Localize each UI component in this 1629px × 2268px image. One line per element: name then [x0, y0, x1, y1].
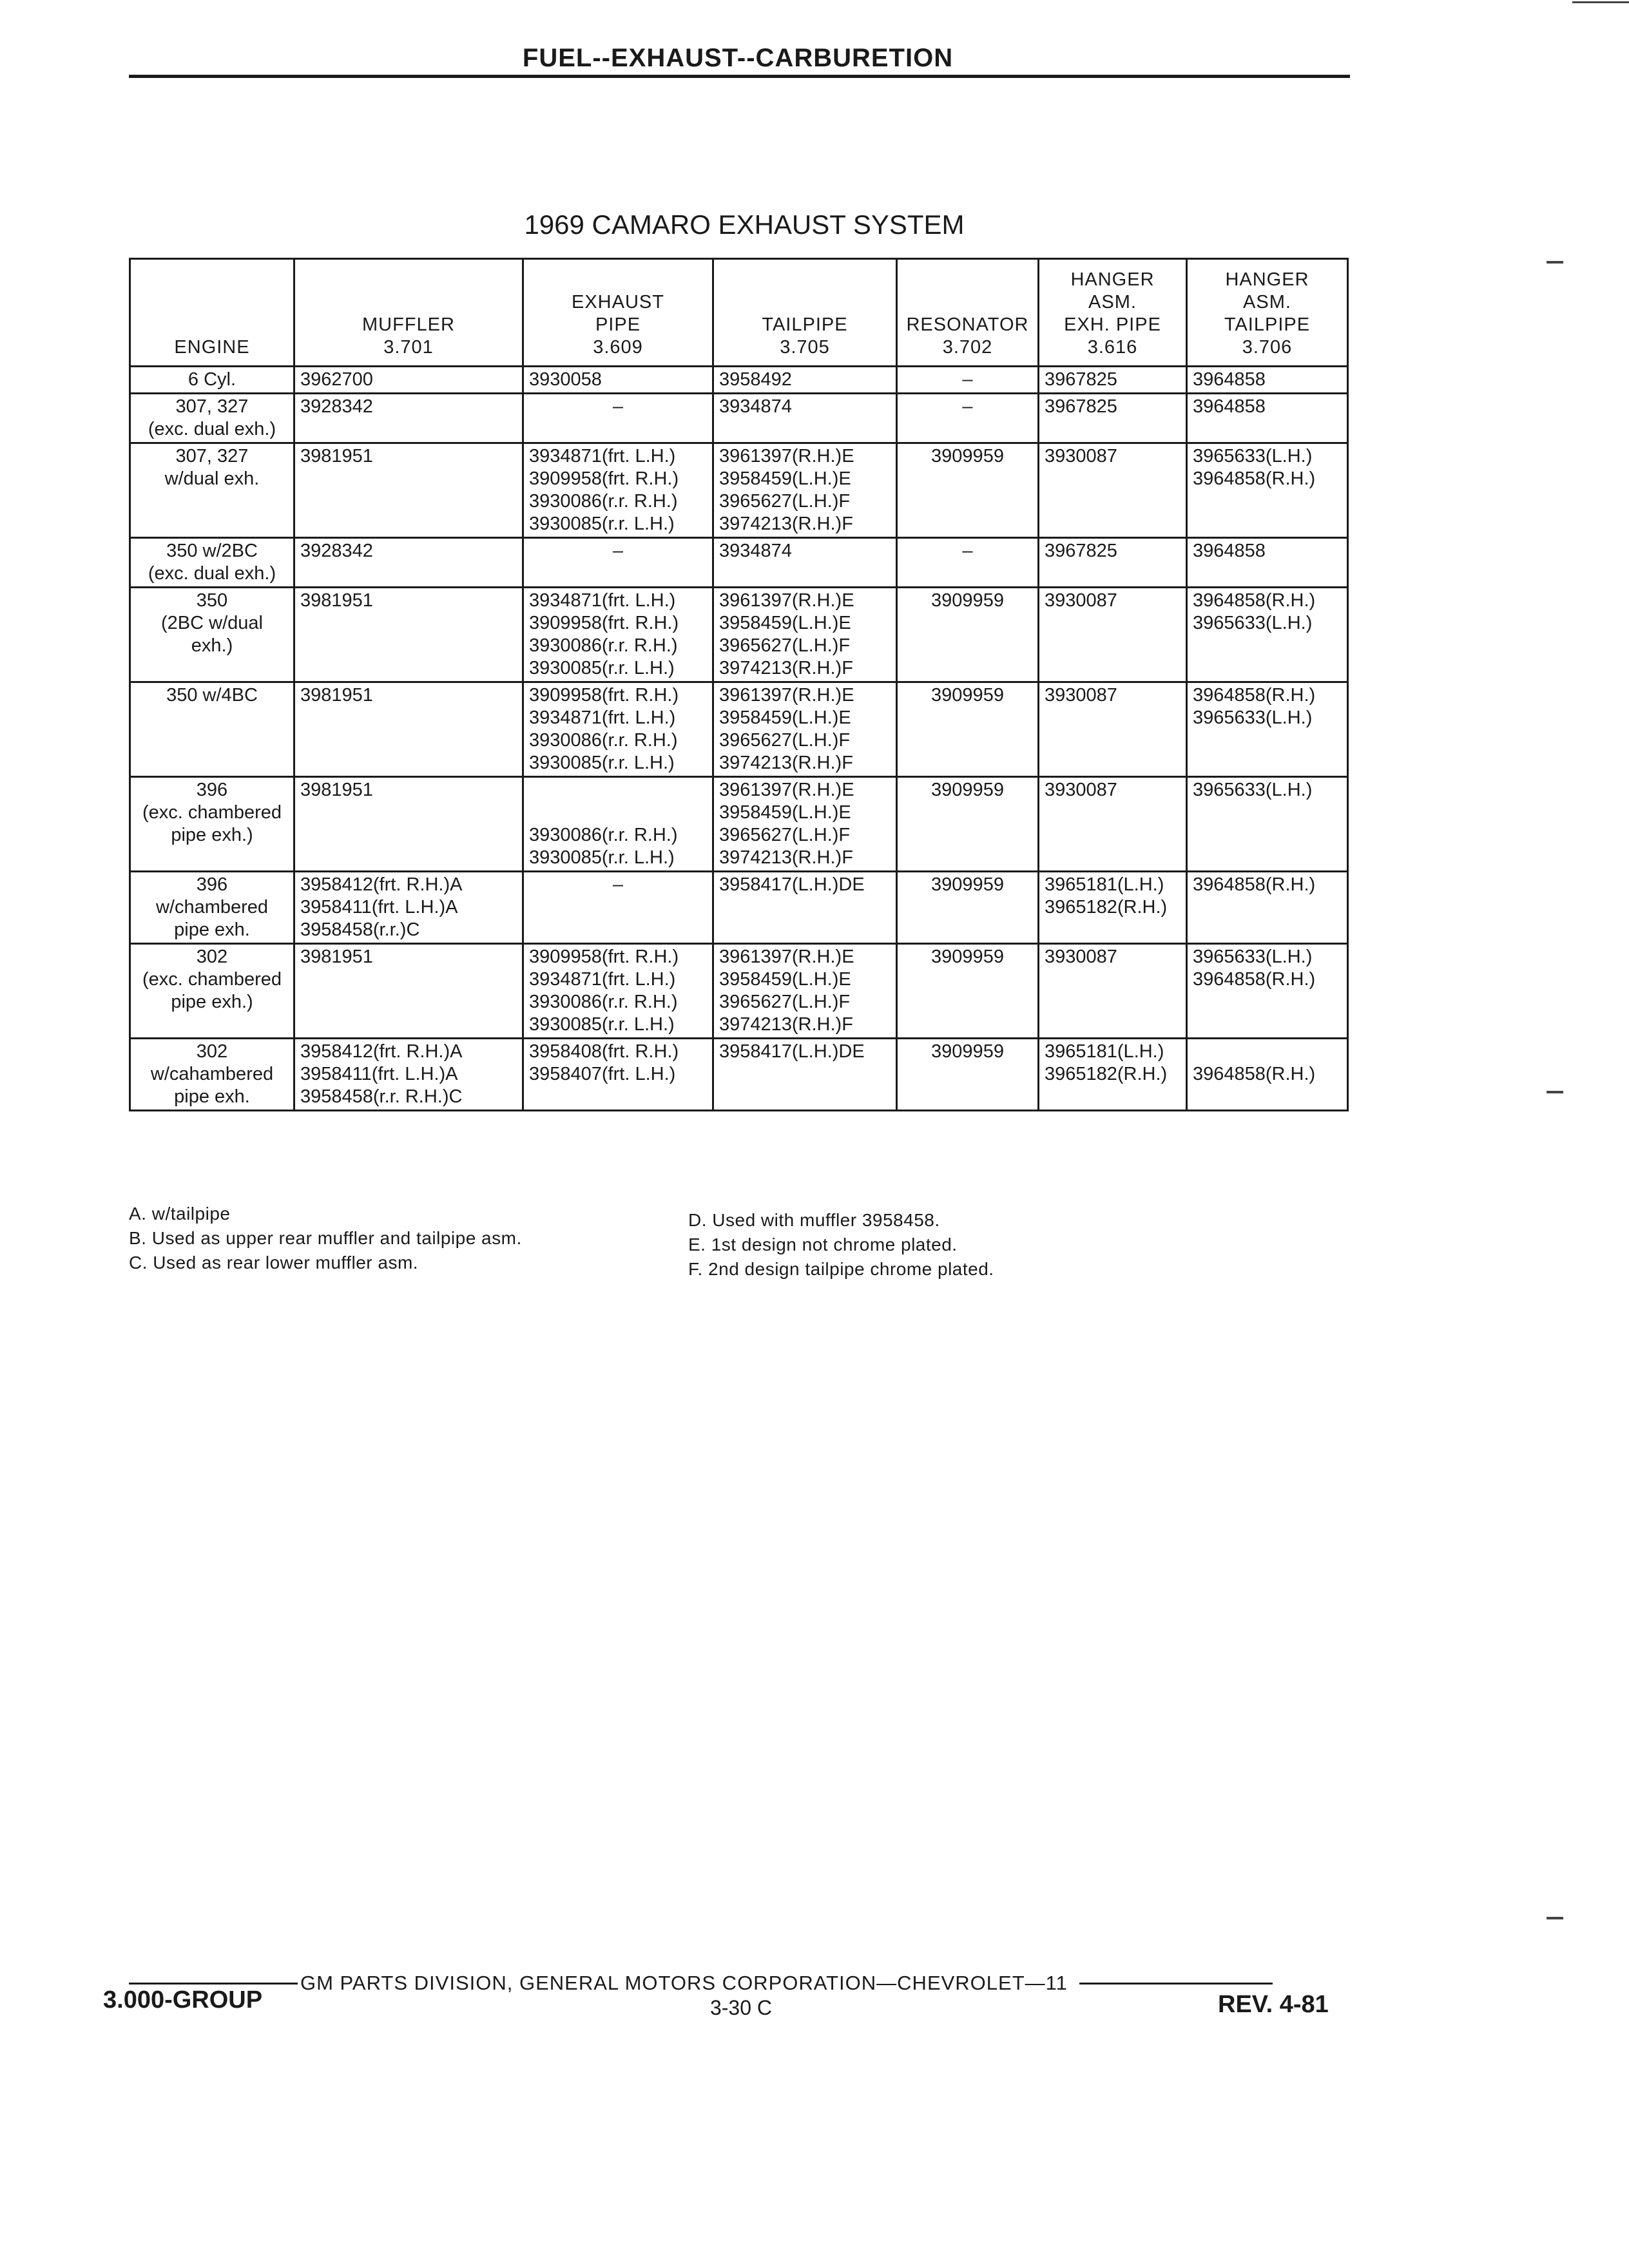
muffler-cell: 3981951 [294, 682, 523, 777]
hanger-tailpipe-cell: 3965633(L.H.) 3964858(R.H.) [1187, 443, 1348, 538]
hanger-tailpipe-cell: 3964858(R.H.) 3965633(L.H.) [1187, 682, 1348, 777]
footnote: D. Used with muffler 3958458. [688, 1210, 940, 1230]
resonator-cell: 3909959 [897, 588, 1039, 682]
margin-mark [1547, 261, 1563, 264]
page-header: FUEL--EXHAUST--CARBURETION [522, 44, 954, 72]
hanger-exh-pipe-cell: 3930087 [1039, 588, 1187, 682]
muffler-cell: 3981951 [294, 777, 523, 872]
exhaust-parts-table [129, 258, 1349, 1111]
engine-cell: 302 w/cahambered pipe exh. [130, 1039, 294, 1111]
tailpipe-cell: 3958417(L.H.)DE [713, 872, 897, 944]
exhaust-pipe-cell: – [523, 538, 713, 588]
tailpipe-cell: 3958417(L.H.)DE [713, 1039, 897, 1111]
tailpipe-cell: 3934874 [713, 538, 897, 588]
hanger-tailpipe-cell: 3964858 [1187, 367, 1348, 394]
footer-rule [129, 1983, 298, 1984]
engine-cell: 350 w/4BC [130, 682, 294, 777]
footnote: F. 2nd design tailpipe chrome plated. [688, 1259, 994, 1279]
muffler-cell: 3928342 [294, 538, 523, 588]
engine-cell: 307, 327 w/dual exh. [130, 443, 294, 538]
table-row [130, 394, 1348, 443]
table-row [130, 682, 1348, 777]
hanger-exh-pipe-cell: 3965181(L.H.) 3965182(R.H.) [1039, 1039, 1187, 1111]
table-row [130, 367, 1348, 394]
resonator-cell: – [897, 538, 1039, 588]
exhaust-pipe-cell: – [523, 872, 713, 944]
muffler-cell: 3981951 [294, 588, 523, 682]
margin-mark [1572, 1, 1629, 3]
resonator-cell: 3909959 [897, 682, 1039, 777]
hanger-tailpipe-cell: 3964858(R.H.) 3965633(L.H.) [1187, 588, 1348, 682]
resonator-cell: – [897, 394, 1039, 443]
footnote: E. 1st design not chrome plated. [688, 1235, 958, 1254]
column-header-muffler: MUFFLER 3.701 [294, 259, 523, 367]
column-header-tailpipe: TAILPIPE 3.705 [713, 259, 897, 367]
table-row [130, 443, 1348, 538]
hanger-exh-pipe-cell: 3930087 [1039, 682, 1187, 777]
hanger-exh-pipe-cell: 3967825 [1039, 394, 1187, 443]
hanger-tailpipe-cell: 3964858 [1187, 394, 1348, 443]
engine-cell: 350 w/2BC (exc. dual exh.) [130, 538, 294, 588]
margin-mark [1547, 1091, 1563, 1093]
table-title: 1969 CAMARO EXHAUST SYSTEM [524, 209, 965, 240]
column-header-engine: ENGINE [130, 259, 294, 367]
table-header-row [130, 259, 1348, 367]
footnote: C. Used as rear lower muffler asm. [129, 1253, 419, 1273]
engine-cell: 307, 327 (exc. dual exh.) [130, 394, 294, 443]
table-row [130, 1039, 1348, 1111]
table-row [130, 538, 1348, 588]
header-rule [129, 75, 1350, 78]
hanger-tailpipe-cell: 3964858 [1187, 538, 1348, 588]
table-row [130, 944, 1348, 1039]
exhaust-pipe-cell: 3934871(frt. L.H.) 3909958(frt. R.H.) 3930086(r.r. R.H.) 3930085(r.r. L.H.) [523, 588, 713, 682]
hanger-exh-pipe-cell: 3930087 [1039, 777, 1187, 872]
footer-publisher: GM PARTS DIVISION, GENERAL MOTORS CORPORATION—CHEVROLET—11 [300, 1972, 1068, 1994]
exhaust-pipe-cell: 3909958(frt. R.H.) 3934871(frt. L.H.) 3930086(r.r. R.H.) 3930085(r.r. L.H.) [523, 944, 713, 1039]
hanger-tailpipe-cell: 3965633(L.H.) [1187, 777, 1348, 872]
hanger-exh-pipe-cell: 3930087 [1039, 944, 1187, 1039]
engine-cell: 350 (2BC w/dual exh.) [130, 588, 294, 682]
muffler-cell: 3958412(frt. R.H.)A 3958411(frt. L.H.)A 3958458(r.r. R.H.)C [294, 1039, 523, 1111]
table-row [130, 588, 1348, 682]
tailpipe-cell: 3958492 [713, 367, 897, 394]
tailpipe-cell: 3961397(R.H.)E 3958459(L.H.)E 3965627(L.H.)F 3974213(R.H.)F [713, 443, 897, 538]
exhaust-pipe-cell: 3930086(r.r. R.H.) 3930085(r.r. L.H.) [523, 777, 713, 872]
footer-publisher-line [129, 1972, 1353, 1995]
margin-mark [1547, 1917, 1563, 1919]
resonator-cell: 3909959 [897, 944, 1039, 1039]
table-row [130, 777, 1348, 872]
hanger-exh-pipe-cell: 3967825 [1039, 538, 1187, 588]
resonator-cell: 3909959 [897, 443, 1039, 538]
footnote: A. w/tailpipe [129, 1204, 231, 1224]
tailpipe-cell: 3961397(R.H.)E 3958459(L.H.)E 3965627(L.H.)F 3974213(R.H.)F [713, 944, 897, 1039]
footer-group: 3.000-GROUP [103, 1986, 263, 2013]
hanger-exh-pipe-cell: 3965181(L.H.) 3965182(R.H.) [1039, 872, 1187, 944]
resonator-cell: 3909959 [897, 777, 1039, 872]
column-header-hanger-tailpipe: HANGER ASM. TAILPIPE 3.706 [1187, 259, 1348, 367]
footnote: B. Used as upper rear muffler and tailpipe asm. [129, 1228, 522, 1248]
footnotes-left [129, 1202, 522, 1275]
exhaust-pipe-cell: – [523, 394, 713, 443]
hanger-tailpipe-cell: 3964858(R.H.) [1187, 872, 1348, 944]
footer-page-number: 3-30 C [709, 1996, 773, 2019]
hanger-exh-pipe-cell: 3930087 [1039, 443, 1187, 538]
muffler-cell: 3928342 [294, 394, 523, 443]
muffler-cell: 3962700 [294, 367, 523, 394]
column-header-hanger-exh-pipe: HANGER ASM. EXH. PIPE 3.616 [1039, 259, 1187, 367]
exhaust-pipe-cell: 3934871(frt. L.H.) 3909958(frt. R.H.) 3930086(r.r. R.H.) 3930085(r.r. L.H.) [523, 443, 713, 538]
muffler-cell: 3981951 [294, 443, 523, 538]
exhaust-pipe-cell: 3958408(frt. R.H.) 3958407(frt. L.H.) [523, 1039, 713, 1111]
tailpipe-cell: 3961397(R.H.)E 3958459(L.H.)E 3965627(L.H.)F 3974213(R.H.)F [713, 777, 897, 872]
resonator-cell: 3909959 [897, 872, 1039, 944]
tailpipe-cell: 3961397(R.H.)E 3958459(L.H.)E 3965627(L.H.)F 3974213(R.H.)F [713, 682, 897, 777]
exhaust-pipe-cell: 3930058 [523, 367, 713, 394]
engine-cell: 396 w/chambered pipe exh. [130, 872, 294, 944]
hanger-exh-pipe-cell: 3967825 [1039, 367, 1187, 394]
footer-rule [1079, 1983, 1273, 1984]
engine-cell: 6 Cyl. [130, 367, 294, 394]
muffler-cell: 3958412(frt. R.H.)A 3958411(frt. L.H.)A 3958458(r.r.)C [294, 872, 523, 944]
resonator-cell: – [897, 367, 1039, 394]
column-header-exhaust-pipe: EXHAUST PIPE 3.609 [523, 259, 713, 367]
engine-cell: 396 (exc. chambered pipe exh.) [130, 777, 294, 872]
exhaust-pipe-cell: 3909958(frt. R.H.) 3934871(frt. L.H.) 3930086(r.r. R.H.) 3930085(r.r. L.H.) [523, 682, 713, 777]
muffler-cell: 3981951 [294, 944, 523, 1039]
resonator-cell: 3909959 [897, 1039, 1039, 1111]
footnotes-right [688, 1208, 994, 1282]
footer-revision: REV. 4-81 [1218, 1991, 1329, 2018]
tailpipe-cell: 3934874 [713, 394, 897, 443]
tailpipe-cell: 3961397(R.H.)E 3958459(L.H.)E 3965627(L.H.)F 3974213(R.H.)F [713, 588, 897, 682]
hanger-tailpipe-cell: 3965633(L.H.) 3964858(R.H.) [1187, 944, 1348, 1039]
hanger-tailpipe-cell: 3964858(R.H.) [1187, 1039, 1348, 1111]
column-header-resonator: RESONATOR 3.702 [897, 259, 1039, 367]
engine-cell: 302 (exc. chambered pipe exh.) [130, 944, 294, 1039]
table-row [130, 872, 1348, 944]
